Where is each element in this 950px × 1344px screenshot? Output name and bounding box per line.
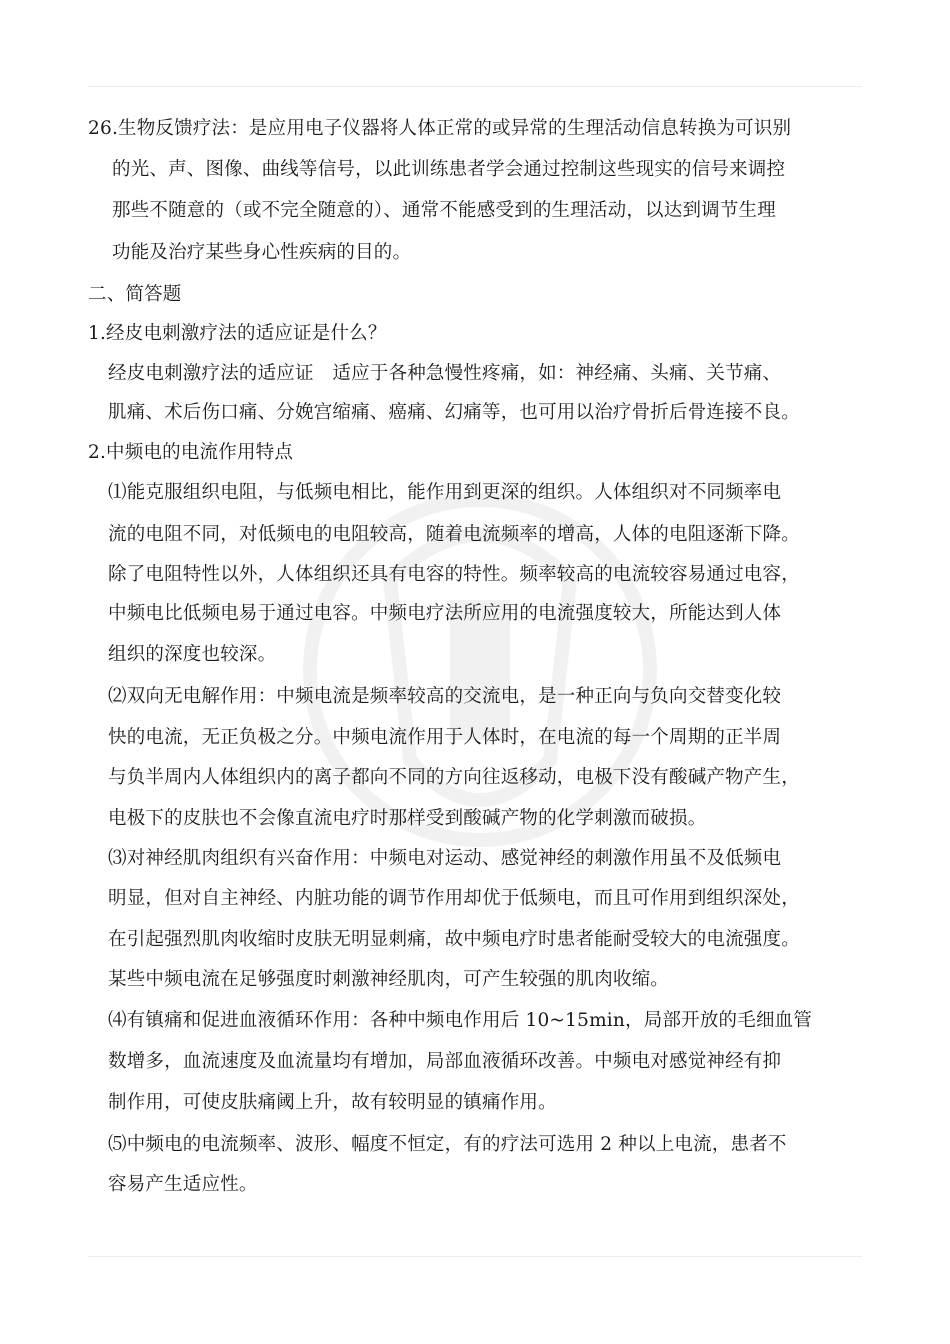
q2-p3-line4: 某些中频电流在足够强度时刺激神经肌肉，可产生较强的肌肉收缩。 [108,969,670,990]
q2-p5-line2: 容易产生适应性。 [108,1174,258,1195]
q2-p1-line4: 中频电比低频电易于通过电容。中频电疗法所应用的电流强度较大，所能达到人体 [108,603,782,624]
q2-p1-line1: ⑴能克服组织电阻，与低频电相比，能作用到更深的组织。人体组织对不同频率电 [108,482,782,503]
q2-p1-line2: 流的电阻不同，对低频电的电阻较高，随着电流频率的增高，人体的电阻逐渐下降。 [108,524,800,545]
q2-p3-line2: 明显，但对自主神经、内脏功能的调节作用却优于低频电，而且可作用到组织深处， [108,888,800,909]
q2-p4-line3: 制作用，可使皮肤痛阈上升，故有较明显的镇痛作用。 [108,1092,557,1113]
item-26: 26.生物反馈疗法：是应用电子仪器将人体正常的或异常的生理活动信息转换为可识别 [88,118,792,139]
q1-question: 1.经皮电刺激疗法的适应证是什么？ [88,323,387,344]
q2-question: 2.中频电的电流作用特点 [88,442,294,463]
page-top-rule [88,86,862,87]
page-bottom-rule [88,1256,862,1257]
q2-p1-line5: 组织的深度也较深。 [108,644,277,665]
q2-p4-line2: 数增多，血流速度及血流量均有增加，局部血液循环改善。中频电对感觉神经有抑 [108,1051,782,1072]
item-26-cont2: 那些不随意的（或不完全随意的）、通常不能感受到的生理活动，以达到调节生理 [112,200,776,221]
q2-p2-line4: 电极下的皮肤也不会像直流电疗时那样受到酸碱产物的化学刺激而破损。 [108,808,707,829]
item-26-cont3: 功能及治疗某些身心性疾病的目的。 [112,242,412,263]
q2-p3-line3: 在引起强烈肌肉收缩时皮肤无明显刺痛，故中频电疗时患者能耐受较大的电流强度。 [108,929,800,950]
q2-p5-line1: ⑸中频电的电流频率、波形、幅度不恒定，有的疗法可选用 2 种以上电流，患者不 [108,1134,787,1155]
q2-p4-line1: ⑷有镇痛和促进血液循环作用：各种中频电作用后 10~15min，局部开放的毛细血管 [108,1010,813,1031]
section-2-heading: 二、简答题 [88,284,182,305]
q2-p2-line1: ⑵双向无电解作用：中频电流是频率较高的交流电，是一种正向与负向交替变化较 [108,686,782,707]
q2-p1-line3: 除了电阻特性以外，人体组织还具有电容的特性。频率较高的电流较容易通过电容， [108,564,800,585]
q2-p3-line1: ⑶对神经肌肉组织有兴奋作用：中频电对运动、感觉神经的刺激作用虽不及低频电 [108,848,782,869]
q2-p2-line3: 与负半周内人体组织内的离子都向不同的方向往返移动，电极下没有酸碱产物产生， [108,767,800,788]
q2-p2-line2: 快的电流，无正负极之分。中频电流作用于人体时，在电流的每一个周期的正半周 [108,727,782,748]
q1-answer-line1: 经皮电刺激疗法的适应证 适应于各种急慢性疼痛，如：神经痛、头痛、关节痛、 [108,363,782,384]
item-26-cont1: 的光、声、图像、曲线等信号，以此训练患者学会通过控制这些现实的信号来调控 [112,159,786,180]
q1-answer-line2: 肌痛、术后伤口痛、分娩宫缩痛、癌痛、幻痛等，也可用以治疗骨折后骨连接不良。 [108,402,800,423]
